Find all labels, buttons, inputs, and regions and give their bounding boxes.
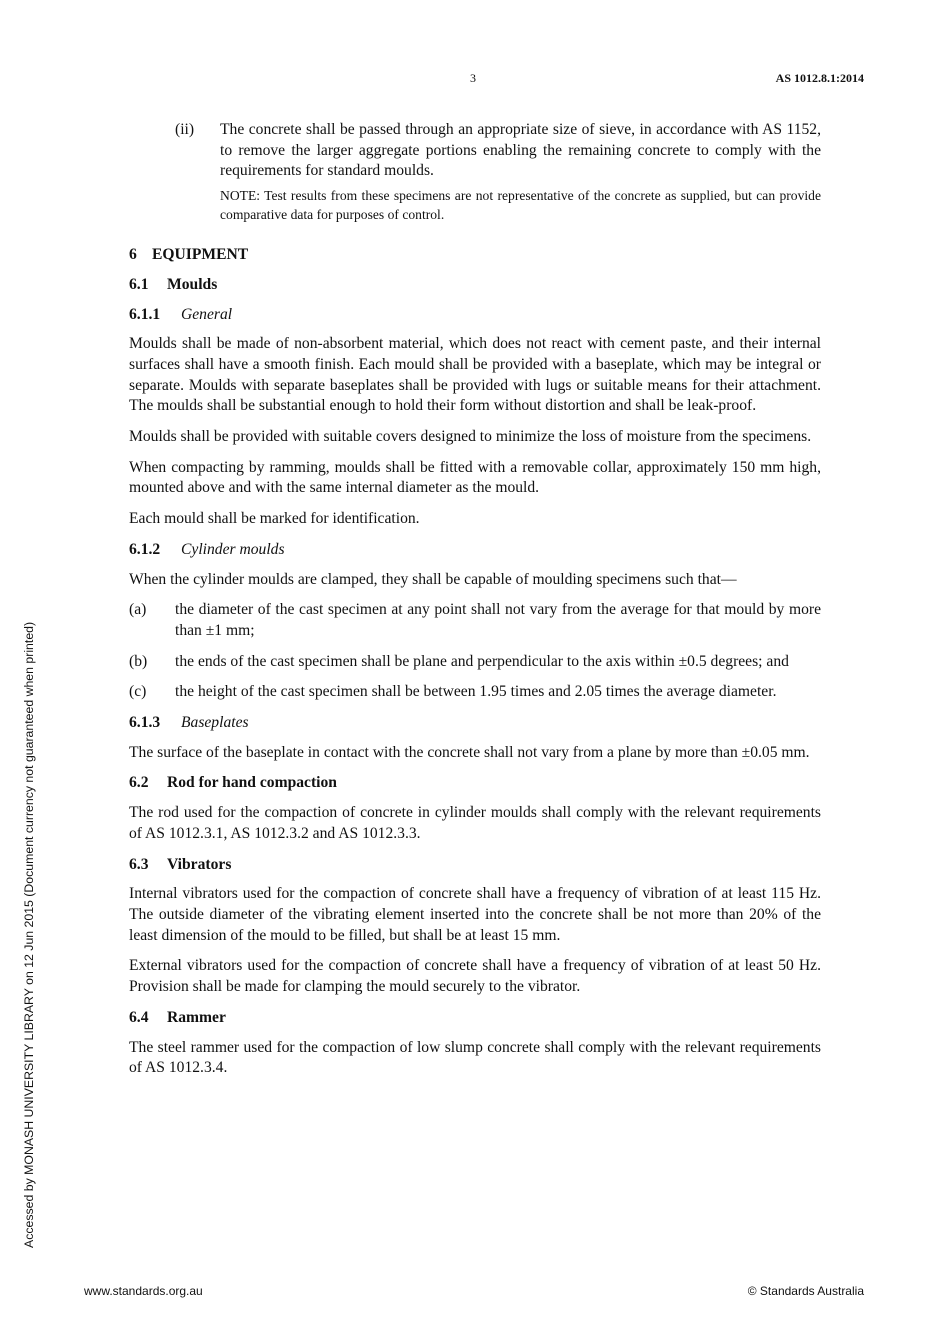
section-6-2-heading: [129, 773, 821, 794]
list-text: the diameter of the cast specimen at any point shall not vary from the average for that mould by more than ±1 mm;: [175, 601, 821, 639]
section-title: Cylinder moulds: [181, 540, 285, 558]
list-text: the height of the cast specimen shall be between 1.95 times and 2.05 times the average diameter.: [175, 683, 777, 701]
list-text: the ends of the cast specimen shall be plane and perpendicular to the axis within ±0.5 degrees; and: [175, 652, 789, 670]
section-6-1-1-heading: [129, 305, 821, 326]
section-number: 6.3: [129, 855, 149, 873]
note: NOTE: Test results from these specimens are not representative of the concrete as supplied, but can provide comparative data for purposes of control.: [220, 188, 821, 223]
section-number: 6.1: [129, 275, 149, 293]
section-number: 6.1.3: [129, 714, 161, 732]
paragraph: Moulds shall be made of non-absorbent material, which does not react with cement paste, and their internal surfaces shall have a smooth finish. Each mould shall be provided with a baseplate, which may be integral or separate. Moulds with separate baseplates shall be provided with lugs or suitable means for their attachment. The moulds shall be substantial enough to hold their form without distortion and shall be leak-proof.: [129, 335, 821, 415]
paragraph: The surface of the baseplate in contact with the concrete shall not vary from a plane by more than ±0.05 mm.: [129, 743, 810, 761]
page-number: 3: [470, 71, 476, 85]
section-6-1-3-heading: [129, 713, 821, 734]
paragraph: Moulds shall be provided with suitable covers designed to minimize the loss of moisture from the specimens.: [129, 428, 812, 446]
section-number: 6: [129, 246, 137, 264]
paragraph: The rod used for the compaction of concrete in cylinder moulds shall comply with the relevant requirements of AS 1012.3.1, AS 1012.3.2 and AS 1012.3.3.: [129, 804, 821, 842]
section-number: 6.1.1: [129, 305, 161, 323]
section-title: Moulds: [167, 275, 218, 293]
paragraph: When the cylinder moulds are clamped, they shall be capable of moulding specimens such that—: [129, 570, 737, 588]
access-watermark: Accessed by MONASH UNIVERSITY LIBRARY on 12 Jun 2015 (Document currency not guaranteed when printed): [22, 621, 36, 1248]
list-item-b: [129, 652, 821, 673]
list-label: (ii): [175, 121, 195, 138]
list-item-c: [129, 682, 821, 703]
section-6-1-heading: [129, 275, 821, 296]
list-text: The concrete shall be passed through an appropriate size of sieve, in accordance with AS 1152, to remove the larger aggregate portions enabling the remaining concrete to comply with the requirements for standard moulds.: [220, 121, 821, 180]
list-label: (a): [129, 601, 147, 619]
footer-website: www.standards.org.au: [84, 1284, 203, 1298]
section-title: Baseplates: [181, 714, 249, 732]
section-title: EQUIPMENT: [152, 246, 249, 264]
section-title: Rod for hand compaction: [167, 774, 337, 792]
list-item-ii: [129, 120, 821, 182]
section-6-4-heading: [129, 1008, 821, 1029]
section-title: Rammer: [167, 1008, 226, 1026]
section-6-3-heading: [129, 855, 821, 876]
paragraph: External vibrators used for the compaction of concrete shall have a frequency of vibration of at least 50 Hz. Provision shall be made for clamping the mould securely to the vibrator.: [129, 957, 821, 996]
section-number: 6.4: [129, 1008, 149, 1026]
section-title: General: [181, 305, 233, 323]
section-number: 6.2: [129, 774, 149, 792]
section-6-1-2-heading: [129, 540, 821, 561]
document-body: [129, 120, 821, 1089]
list-label: (b): [129, 652, 148, 670]
footer-copyright: © Standards Australia: [747, 1284, 864, 1298]
paragraph: Each mould shall be marked for identification.: [129, 510, 420, 528]
section-title: Vibrators: [167, 855, 232, 873]
standard-code: AS 1012.8.1:2014: [775, 71, 864, 85]
paragraph: Internal vibrators used for the compaction of concrete shall have a frequency of vibration of at least 115 Hz. The outside diameter of the vibrating element inserted into the concrete shall be not more than 20% of the least dimension of the mould to be filled, but shall be at least 15 mm.: [129, 885, 821, 944]
section-number: 6.1.2: [129, 540, 161, 558]
paragraph: When compacting by ramming, moulds shall be fitted with a removable collar, approximately 150 mm high, mounted above and with the same internal diameter as the mould.: [129, 458, 821, 497]
list-item-a: [129, 600, 821, 641]
paragraph: The steel rammer used for the compaction of low slump concrete shall comply with the relevant requirements of AS 1012.3.4.: [129, 1038, 821, 1077]
section-6-heading: [129, 245, 821, 266]
list-label: (c): [129, 683, 147, 701]
